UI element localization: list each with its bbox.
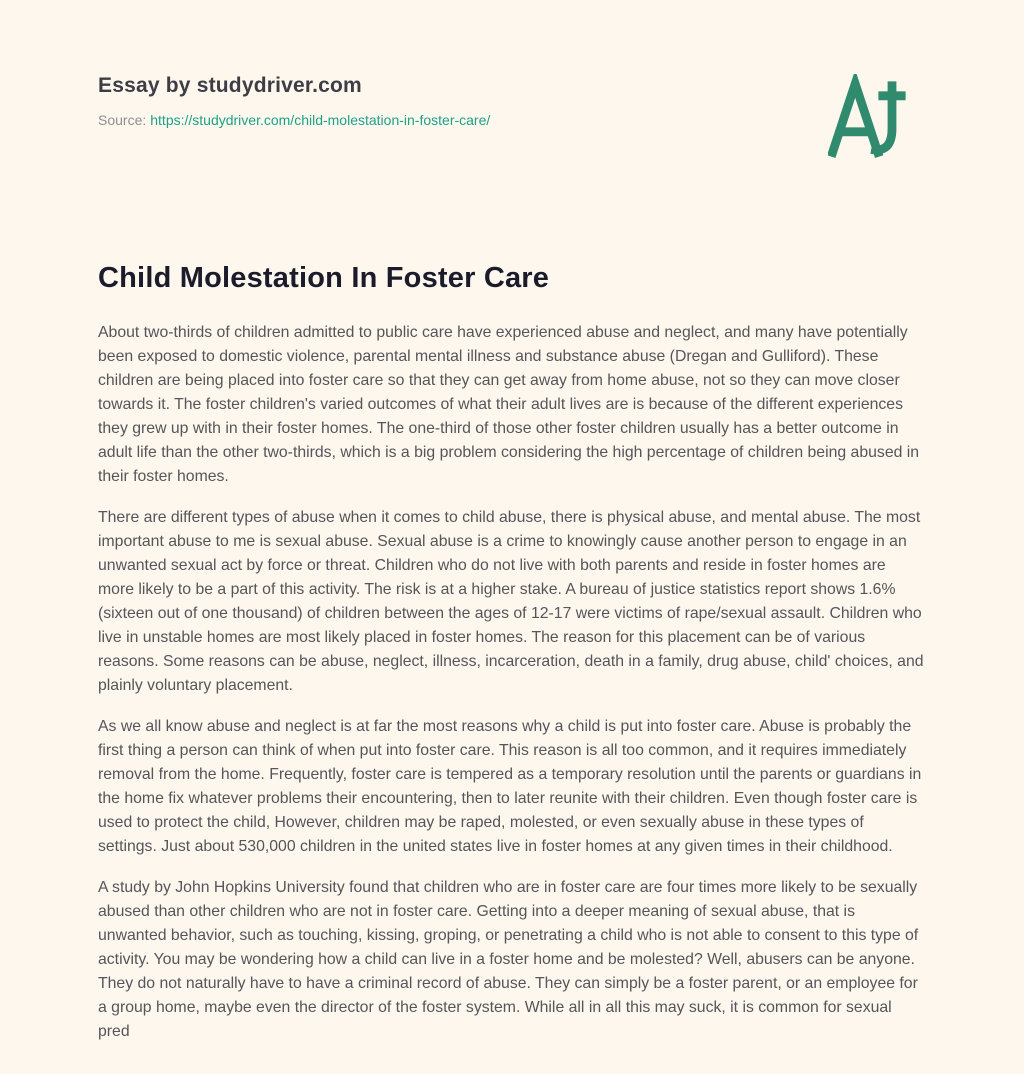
essay-paragraph: About two-thirds of children admitted to public care have experienced abuse and neglect, and many have potentially been exposed to domestic violence, parental mental illness and substance abuse (Dregan and Gulliford). These children are being placed into foster care so that they can get away from home abuse, not so they can move closer towards it. The foster children's varied outcomes of what their adult lives are is because of the different experiences they grew up with in their foster homes. The one-third of those other foster children usually has a better outcome in adult life than the other two-thirds, which is a big problem considering the high percentage of children being abused in their foster homes. (98, 324, 920, 485)
source-line (98, 112, 490, 128)
essay-title: Child Molestation In Foster Care (98, 262, 550, 294)
header-text-block (98, 74, 490, 128)
source-label: Source: (98, 112, 147, 128)
essay-content (98, 0, 926, 1044)
studydriver-logo-icon (828, 74, 908, 164)
site-header-title: Essay by studydriver.com (98, 74, 362, 97)
essay-body (98, 321, 926, 1044)
essay-paragraph: As we all know abuse and neglect is at far the most reasons why a child is put into foster care. Abuse is probably the first thing a person can think of when put into foster care. This reason is all too common, and it requires immediately removal from the home. Frequently, foster care is tempered as a temporary resolution until the parents or guardians in the home fix whatever problems their encountering, then to later reunite with their children. Even though foster care is used to protect the child, However, children may be raped, molested, or even sexually abuse in these types of settings. Just about 530,000 children in the united states live in foster homes at any given times in their childhood. (98, 718, 922, 855)
page-header (98, 74, 926, 164)
source-link[interactable]: https://studydriver.com/child-molestation-in-foster-care/ (150, 112, 491, 128)
essay-paragraph: A study by John Hopkins University found that children who are in foster care are four times more likely to be sexually abused than other children who are not in foster care. Getting into a deeper meaning of sexual abuse, that is unwanted behavior, such as touching, kissing, groping, or penetrating a child who is not able to consent to this type of activity. You may be wondering how a child can live in a foster home and be molested? Well, abusers can be anyone. They do not naturally have to have a criminal record of abuse. They can simply be a foster parent, or an employee for a group home, maybe even the director of the foster system. While all in all this may suck, it is common for sexual pred (98, 879, 919, 1040)
essay-paragraph: There are different types of abuse when it comes to child abuse, there is physical abuse, and mental abuse. The most important abuse to me is sexual abuse. Sexual abuse is a crime to knowingly cause another person to engage in an unwanted sexual act by force or threat. Children who do not live with both parents and reside in foster homes are more likely to be a part of this activity. The risk is at a higher stake. A bureau of justice statistics report shows 1.6% (sixteen out of one thousand) of children between the ages of 12-17 were victims of rape/sexual assault. Children who live in unstable homes are most likely placed in foster homes. The reason for this placement can be of various reasons. Some reasons can be abuse, neglect, illness, incarceration, death in a family, drug abuse, child' choices, and plainly voluntary placement. (98, 509, 924, 694)
